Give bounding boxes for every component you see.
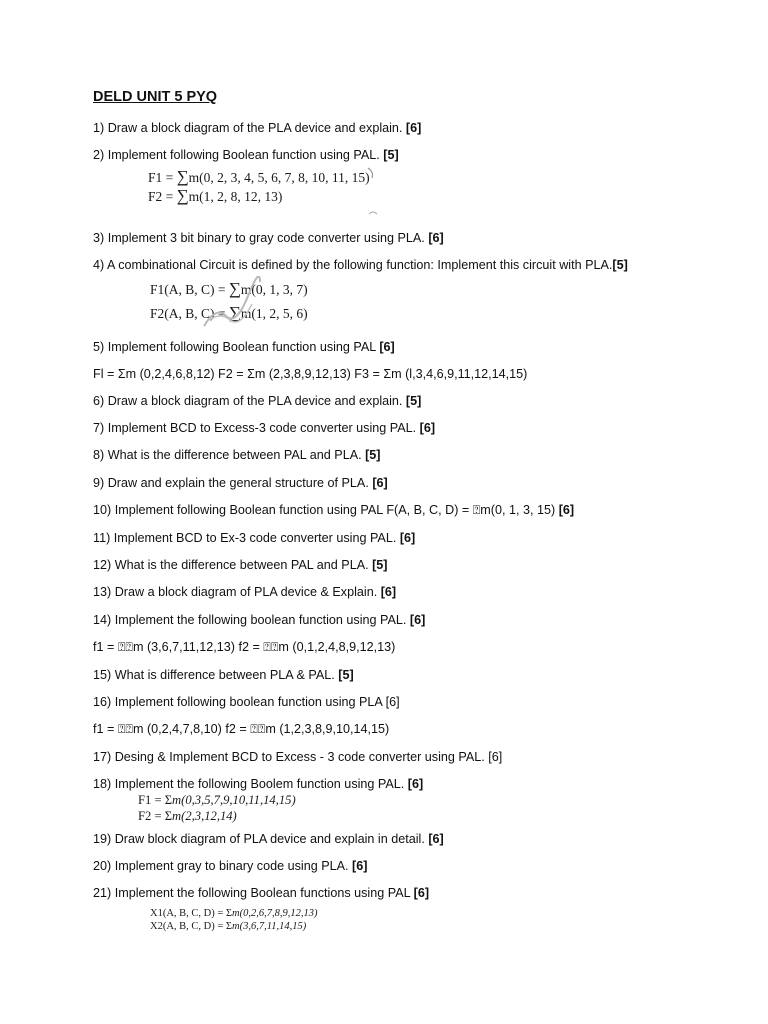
- question-text: 19) Draw block diagram of PLA device and explain in detail.: [93, 832, 429, 846]
- question-marks: [5]: [372, 558, 388, 572]
- question-text: 15) What is difference between PLA & PAL.: [93, 668, 339, 682]
- question-1: [93, 120, 421, 136]
- question-text: Fl = Σm (0,2,4,6,8,12) F2 = Σm (2,3,8,9,12,13) F3 = Σm (l,3,4,6,9,11,12,14,15): [93, 367, 528, 381]
- question-text: 8) What is the difference between PAL and PLA.: [93, 448, 366, 462]
- question-text: 14) Implement the following boolean function using PAL.: [93, 613, 410, 627]
- question-text: f1 = ⍰⍰m (3,6,7,11,12,13) f2 = ⍰⍰m (0,1,2,4,8,9,12,13): [93, 640, 396, 654]
- equation-q21-x2: X2(A, B, C, D) = Σm(3,6,7,11,14,15): [150, 921, 307, 932]
- question-marks: [6]: [413, 886, 430, 900]
- question-text: 16) Implement following boolean function using PLA [6]: [93, 695, 400, 709]
- question-7: [93, 420, 435, 436]
- question-text: 11) Implement BCD to Ex-3 code converter using PAL.: [93, 531, 400, 545]
- question-10: [93, 502, 574, 518]
- question-16: [93, 694, 400, 710]
- question-2: [93, 147, 399, 163]
- question-marks: [6]: [379, 340, 395, 354]
- question-15: [93, 667, 354, 683]
- question-text: 18) Implement the following Boolem function using PAL.: [93, 777, 408, 791]
- question-16-functions: [93, 721, 389, 737]
- question-marks: [6]: [409, 613, 426, 627]
- question-text: 13) Draw a block diagram of PLA device & Explain.: [93, 585, 381, 599]
- question-text: 2) Implement following Boolean function using PAL.: [93, 148, 384, 162]
- question-marks: [6]: [419, 421, 436, 435]
- question-text: 10) Implement following Boolean function using PAL F(A, B, C, D) = ⍰m(0, 1, 3, 15): [93, 503, 559, 517]
- question-text: 1) Draw a block diagram of the PLA device and explain.: [93, 121, 406, 135]
- question-text: 5) Implement following Boolean function using PAL: [93, 340, 380, 354]
- equation-q4-f2: F2(A, B, C) = ∑m(1, 2, 5, 6): [150, 303, 308, 322]
- question-marks: [6]: [372, 476, 388, 490]
- question-20: [93, 858, 367, 874]
- equation-q2-f1: F1 = ∑m(0, 2, 3, 4, 5, 6, 7, 8, 10, 11, 15): [148, 167, 370, 186]
- question-11: [93, 530, 415, 546]
- question-13: [93, 584, 396, 600]
- question-text: 17) Desing & Implement BCD to Excess - 3 code converter using PAL. [6]: [93, 750, 503, 764]
- question-14: [93, 612, 425, 628]
- equation-q2-f2: F2 = ∑m(1, 2, 8, 12, 13): [148, 186, 283, 205]
- question-text: 20) Implement gray to binary code using PLA.: [93, 859, 353, 873]
- scan-artifact-marks: [362, 164, 382, 220]
- question-5-functions: [93, 366, 527, 382]
- question-text: f1 = ⍰⍰m (0,2,4,7,8,10) f2 = ⍰⍰m (1,2,3,8,9,10,14,15): [93, 722, 390, 736]
- question-marks: [6]: [558, 503, 575, 517]
- question-text: 9) Draw and explain the general structure of PLA.: [93, 476, 373, 490]
- question-marks: [6]: [428, 832, 444, 846]
- watermark-scribble: [196, 276, 266, 332]
- equation-q18-f2: F2 = Σm(2,3,12,14): [138, 809, 237, 823]
- question-marks: [6]: [407, 777, 424, 791]
- question-marks: [6]: [428, 231, 444, 245]
- question-9: [93, 475, 388, 491]
- question-marks: [6]: [399, 531, 416, 545]
- question-marks: [5]: [612, 258, 628, 272]
- document-title: DELD UNIT 5 PYQ: [93, 89, 218, 105]
- question-5: [93, 339, 395, 355]
- question-18: [93, 776, 423, 792]
- question-17: [93, 749, 502, 765]
- question-21: [93, 885, 429, 901]
- question-19: [93, 831, 444, 847]
- question-marks: [6]: [380, 585, 397, 599]
- question-6: [93, 393, 421, 409]
- question-text: 6) Draw a block diagram of the PLA device and explain.: [93, 394, 406, 408]
- question-marks: [5]: [405, 394, 422, 408]
- question-marks: [6]: [352, 859, 368, 873]
- equation-q4-f1: F1(A, B, C) = ∑m(0, 1, 3, 7): [150, 279, 308, 298]
- question-3: [93, 230, 444, 246]
- equation-q21-x1: X1(A, B, C, D) = Σm(0,2,6,7,8,9,12,13): [150, 908, 318, 919]
- question-text: 4) A combinational Circuit is defined by the following function: Implement this circuit with PLA.: [93, 258, 613, 272]
- question-4: [93, 257, 628, 273]
- equation-q18-f1: F1 = Σm(0,3,5,7,9,10,11,14,15): [138, 793, 296, 807]
- question-marks: [5]: [383, 148, 399, 162]
- question-text: 7) Implement BCD to Excess-3 code converter using PAL.: [93, 421, 420, 435]
- question-text: 21) Implement the following Boolean functions using PAL: [93, 886, 414, 900]
- question-marks: [5]: [338, 668, 354, 682]
- question-text: 12) What is the difference between PAL and PLA.: [93, 558, 373, 572]
- question-marks: [5]: [365, 448, 381, 462]
- question-text: 3) Implement 3 bit binary to gray code converter using PLA.: [93, 231, 429, 245]
- question-12: [93, 557, 388, 573]
- question-14-functions: [93, 639, 395, 655]
- question-marks: [6]: [405, 121, 422, 135]
- question-8: [93, 447, 381, 463]
